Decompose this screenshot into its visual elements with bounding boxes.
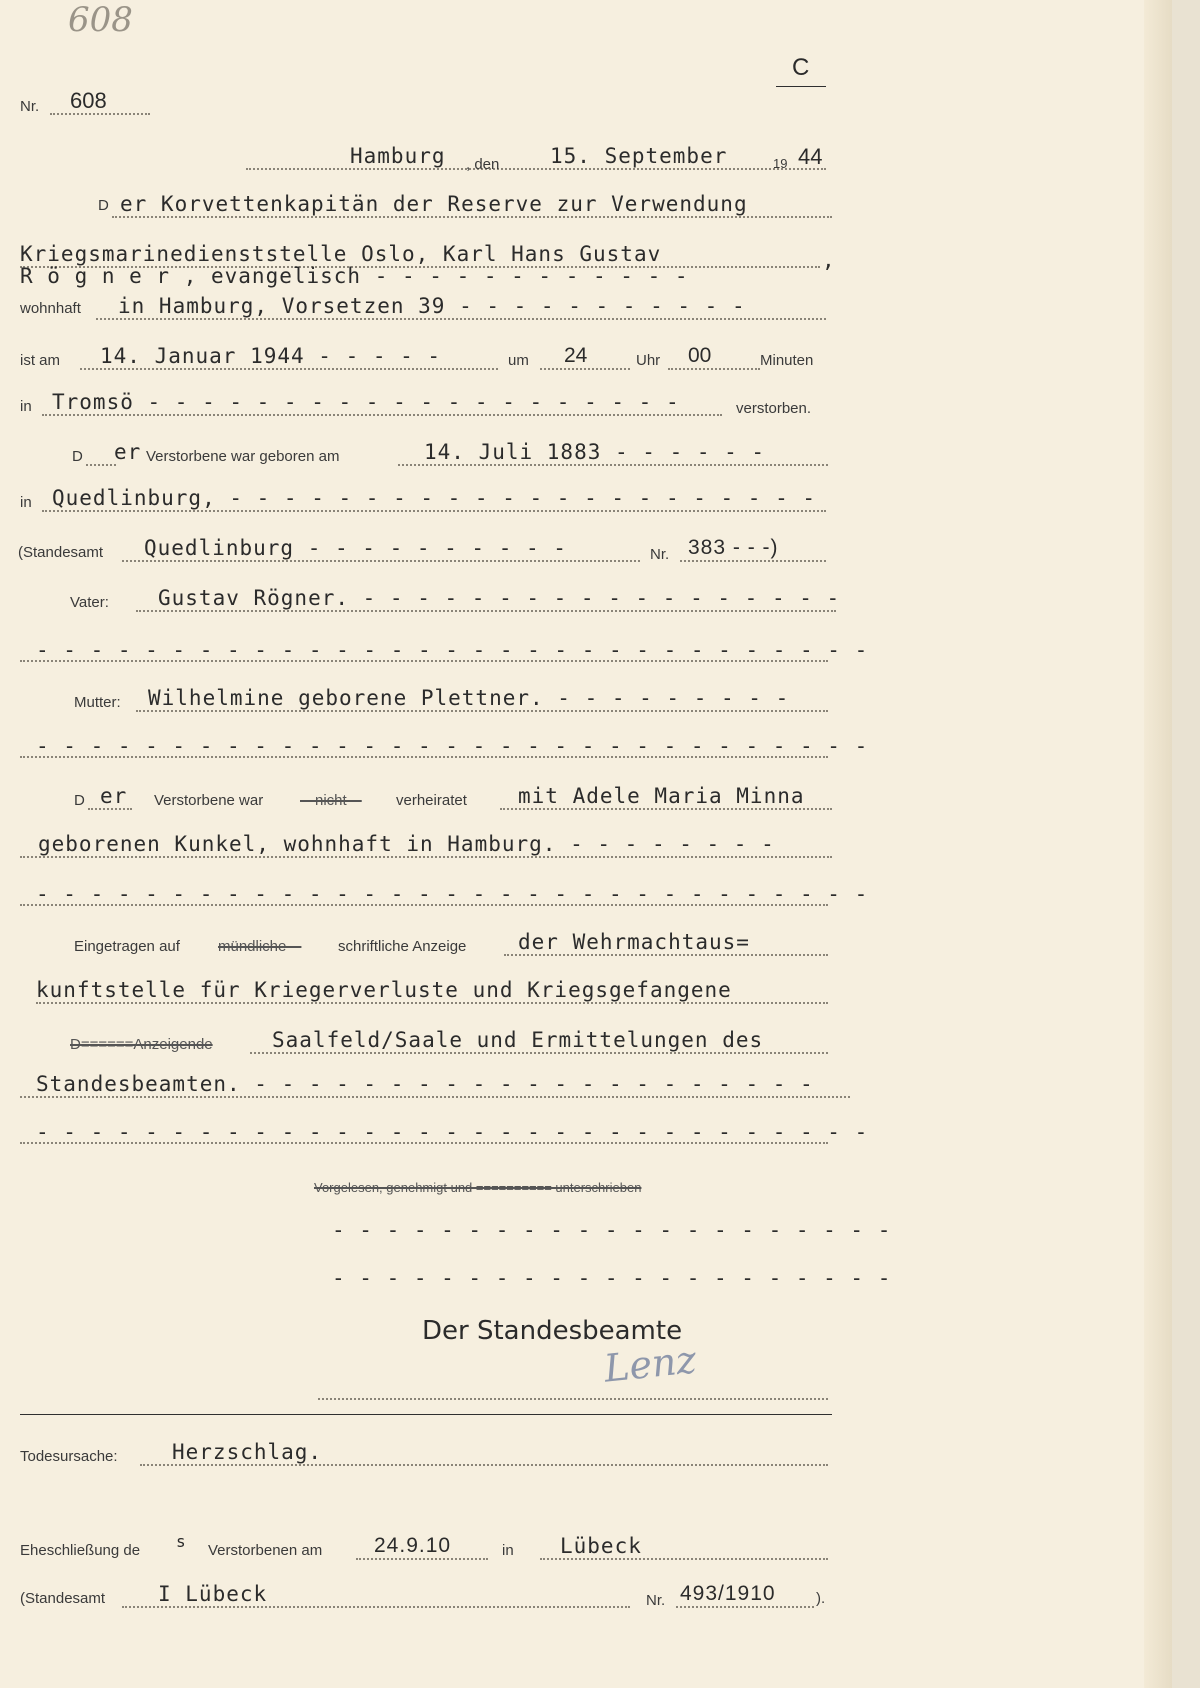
- place: Hamburg: [350, 144, 446, 168]
- closing-line3: - - - - - - - - - - - - - - - - - - - - -: [332, 1266, 892, 1290]
- year-value: 44: [798, 144, 823, 169]
- form-code: C: [792, 54, 810, 81]
- line1-dotline: [112, 216, 832, 218]
- spouse: mit Adele Maria Minna: [518, 784, 805, 808]
- verheiratet-label: verheiratet: [396, 792, 467, 809]
- birth-place-dotline: [42, 510, 826, 512]
- registration-line4: Standesbeamten. - - - - - - - - - - - - - - - - - - - - -: [36, 1072, 814, 1096]
- marriage-record-nr: 493/1910: [680, 1582, 776, 1605]
- registration-dotline-2: [36, 1002, 828, 1004]
- date-dotline: [246, 168, 826, 170]
- mother-dotline: [136, 710, 828, 712]
- standesbeamte-title: Der Standesbeamte: [422, 1316, 683, 1346]
- deceased-surname-religion: R ö g n e r , evangelisch - - - - - - - - - - - -: [20, 264, 689, 288]
- mother-line2: - - - - - - - - - - - - - - - - - - - - - - - - - - - - - - -: [36, 734, 869, 758]
- marriage-date: 24.9.10: [374, 1534, 452, 1557]
- marriage-date-dotline: [356, 1558, 488, 1560]
- marriage-office-label: (Standesamt: [20, 1590, 106, 1607]
- birth-in-label: in: [20, 494, 32, 511]
- struck-vorgelesen: Vorgelesen, genehmigt und ========== unterschrieben: [314, 1180, 642, 1195]
- cause-of-death: Herzschlag.: [172, 1440, 323, 1464]
- marriage-place-dotline: [540, 1558, 828, 1560]
- registration-dotline-3: [250, 1052, 828, 1054]
- birth-nr-dotline: [680, 560, 826, 562]
- ist-am-label: ist am: [20, 352, 61, 369]
- wohnhaft-value: in Hamburg, Vorsetzen 39 - - - - - - - - - - -: [118, 294, 746, 318]
- signature-dotline: [318, 1398, 828, 1400]
- marriage-in-label: in: [502, 1542, 514, 1559]
- registration-dotline-4: [20, 1096, 850, 1098]
- pencil-note: 608: [68, 0, 133, 40]
- marriage-label: Verstorbene war: [154, 792, 264, 809]
- cause-dotline: [140, 1464, 828, 1466]
- birth-date-dotline: [398, 464, 828, 466]
- death-date: 14. Januar 1944 - - - - -: [100, 344, 442, 368]
- marriage-dotline: [500, 808, 832, 810]
- marriage-office-close: ).: [816, 1590, 826, 1607]
- registration-source: der Wehrmachtaus=: [518, 930, 750, 954]
- mother-name: Wilhelmine geborene Plettner. - - - - - - - - -: [148, 686, 790, 710]
- death-minutes: 00: [688, 344, 712, 367]
- uhr-label: Uhr: [636, 352, 661, 369]
- struck-anzeigende: D======Anzeigende: [70, 1036, 213, 1053]
- den-label: , den: [466, 156, 500, 173]
- marriage-prefix: D: [74, 792, 85, 809]
- death-in-label: in: [20, 398, 32, 415]
- deceased-service-and-name: Kriegsmarinedienststelle Oslo, Karl Hans Gustav: [20, 242, 662, 266]
- birth-prefix-dotline: [86, 464, 116, 466]
- eheschliessung-insert: s: [176, 1532, 187, 1551]
- hour-dotline: [540, 368, 630, 370]
- line2-tail: ,: [822, 248, 836, 272]
- struck-muendliche: mündliche—: [218, 938, 302, 955]
- nr-label: Nr.: [20, 98, 40, 115]
- death-date-dotline: [80, 368, 498, 370]
- birth-label: Verstorbene war geboren am: [146, 448, 340, 465]
- verstorben-label: verstorben.: [736, 400, 812, 417]
- father-line2: - - - - - - - - - - - - - - - - - - - - - - - - - - - - - - -: [36, 638, 869, 662]
- death-place: Tromsö - - - - - - - - - - - - - - - - - - - -: [52, 390, 680, 414]
- registrar-signature: Lenz: [601, 1337, 699, 1391]
- marriage-place: Lübeck: [560, 1534, 642, 1558]
- father-name: Gustav Rögner. - - - - - - - - - - - - - - - - - -: [158, 586, 841, 610]
- marriage-nr-dotline: [676, 1606, 814, 1608]
- birth-nr-label: Nr.: [650, 546, 670, 563]
- birth-record-nr: 383 - - -): [688, 536, 779, 559]
- birth-date: 14. Juli 1883 - - - - - -: [424, 440, 766, 464]
- marriage-nr-label: Nr.: [646, 1592, 666, 1609]
- marriage-office: I Lübeck: [158, 1582, 268, 1606]
- minuten-label: Minuten: [760, 352, 814, 369]
- form-code-underline: [776, 86, 826, 87]
- minutes-dotline: [668, 368, 760, 370]
- birth-office-label: (Standesamt: [18, 544, 104, 561]
- mother-label: Mutter:: [74, 694, 121, 711]
- marriage-dotline-2: [20, 856, 832, 858]
- birth-office: Quedlinburg - - - - - - - - - -: [144, 536, 567, 560]
- deceased-title: er Korvettenkapitän der Reserve zur Verwendung: [120, 192, 748, 216]
- spouse-line2: geborenen Kunkel, wohnhaft in Hamburg. - - - - - - - -: [38, 832, 775, 856]
- cause-label: Todesursache:: [20, 1448, 118, 1465]
- century-label: 19: [773, 156, 788, 171]
- spouse-line3: - - - - - - - - - - - - - - - - - - - - - - - - - - - - - - -: [36, 882, 869, 906]
- date-day-month: 15. September: [550, 144, 728, 168]
- birth-office-dotline: [122, 560, 640, 562]
- registration-dotline: [504, 954, 828, 956]
- father-label: Vater:: [70, 594, 109, 611]
- marriage-prefix-dotline: [88, 808, 132, 810]
- registration-line5: - - - - - - - - - - - - - - - - - - - - - - - - - - - - - - -: [36, 1120, 869, 1144]
- registration-line3: Saalfeld/Saale und Ermittelungen des: [272, 1028, 764, 1052]
- wohnhaft-dotline: [96, 318, 826, 320]
- birth-gender-insert: er: [114, 440, 142, 464]
- eheschliessung-label: Eheschließung de: [20, 1542, 141, 1559]
- separator-rule: [20, 1414, 832, 1415]
- birth-prefix: D: [72, 448, 83, 465]
- schriftliche-anzeige-label: schriftliche Anzeige: [338, 938, 467, 955]
- registration-line2: kunftstelle für Kriegerverluste und Kriegsgefangene: [36, 978, 732, 1002]
- nr-value: 608: [70, 88, 107, 113]
- father-dotline: [136, 610, 836, 612]
- um-label: um: [508, 352, 529, 369]
- wohnhaft-label: wohnhaft: [20, 300, 81, 317]
- struck-nicht: —nicht—: [300, 792, 362, 809]
- line1-prefix: D: [98, 197, 109, 214]
- death-place-dotline: [42, 414, 722, 416]
- marriage-gender-insert: er: [100, 784, 128, 808]
- closing-line2: - - - - - - - - - - - - - - - - - - - - -: [332, 1218, 892, 1242]
- birth-place: Quedlinburg, - - - - - - - - - - - - - - - - - - - - - -: [52, 486, 817, 510]
- marriage-office-dotline: [122, 1606, 630, 1608]
- death-hour: 24: [564, 344, 588, 367]
- verstorbenen-am-label: Verstorbenen am: [208, 1542, 323, 1559]
- eingetragen-label: Eingetragen auf: [74, 938, 180, 955]
